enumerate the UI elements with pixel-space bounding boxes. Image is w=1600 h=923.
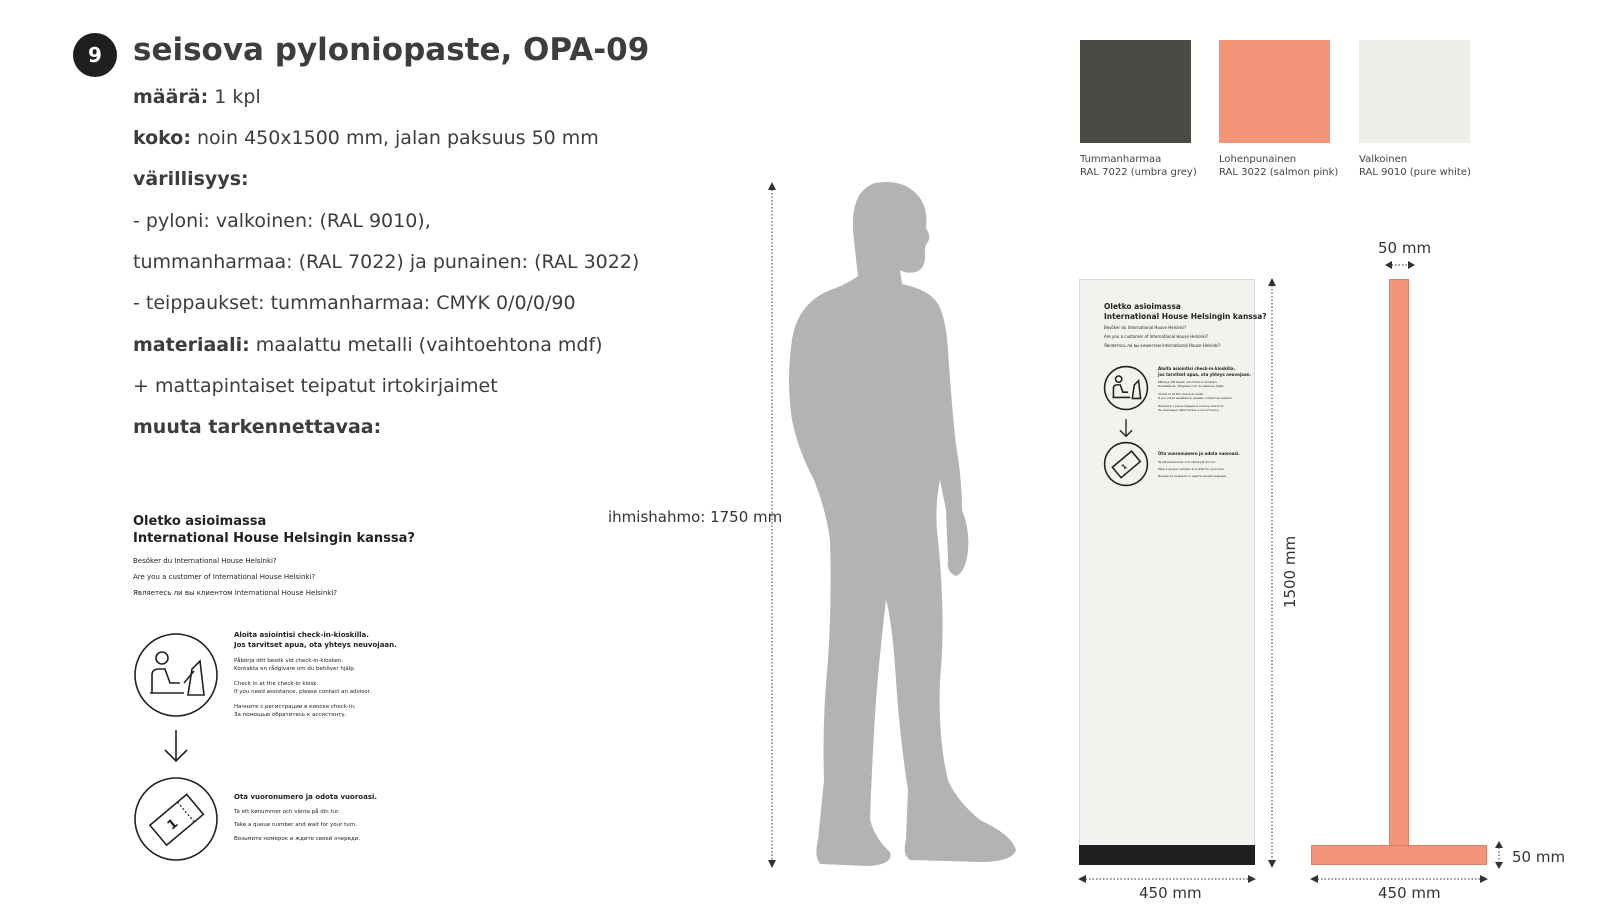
swatch-label-pure-white: Valkoinen RAL 9010 (pure white) xyxy=(1359,154,1471,178)
ticket-icon xyxy=(132,775,220,863)
step2-ru: Возьмите номерок и ждите своей очереди. xyxy=(234,836,361,842)
sign-sub-sv: Besöker du International House Helsinki? xyxy=(133,557,277,565)
kiosk-icon xyxy=(132,631,220,719)
mini-step2-en: Take a queue number and wait for your turn. xyxy=(1158,467,1226,471)
swatch-label-umbra-grey: Tummanharmaa RAL 7022 (umbra grey) xyxy=(1080,154,1197,178)
mini-sub-ru: Являетесь ли вы клиентом International House Helsinki? xyxy=(1104,343,1221,348)
foot-width-label: 450 mm xyxy=(1378,884,1441,902)
spec-line-other: muuta tarkennettavaa: xyxy=(133,416,382,438)
pylon-height-label: 1500 mm xyxy=(1281,535,1299,609)
post-thickness-label: 50 mm xyxy=(1378,239,1432,257)
mini-step1-en: Check in at the check-in kiosk. If you need assistance, please contact an advisor. xyxy=(1158,392,1233,400)
step1-en: Check in at the check-in kiosk. If you need assistance, please contact an advisor. xyxy=(234,681,372,695)
swatch-pure-white xyxy=(1359,40,1470,143)
mini-step1-ru: Начните с регистрации в киоске check-in. За помощью обратитесь к ассистенту. xyxy=(1158,404,1225,412)
step1-title: Aloita asiointisi check-in-kioskilla. Jos tarvitset apua, ota yhteys neuvojaan. xyxy=(234,631,397,649)
arrow-down-icon xyxy=(162,728,190,764)
mini-step1-title: Aloita asiointisi check-in-kioskilla. Jos tarvitset apua, ota yhteys neuvojaan. xyxy=(1158,366,1252,377)
mini-kiosk-icon xyxy=(1103,365,1149,411)
step2-sv: Ta ett kønummer och vänta på din tur. xyxy=(234,809,340,815)
sign-sub-ru: Являетесь ли вы клиентом International House Helsinki? xyxy=(133,589,338,597)
mini-ticket-icon xyxy=(1103,441,1149,487)
mini-sub-sv: Besöker du International House Helsinki? xyxy=(1104,325,1187,330)
step2-title: Ota vuoronumero ja odota vuoroasi. xyxy=(234,793,378,801)
post-thickness-dimension-line xyxy=(1384,259,1416,271)
mini-step2-title: Ota vuoronumero ja odota vuoroasi. xyxy=(1158,451,1240,456)
step1-sv: Påbörja ditt besök vid check-in-kiosken. Kontakta en rådgivare om du behöver hjälp. xyxy=(234,658,356,672)
mini-ticket-number: 1 xyxy=(1119,462,1129,472)
spec-line-size: koko: noin 450x1500 mm, jalan paksuus 50 mm xyxy=(133,127,599,149)
spec-line-quantity: määrä: 1 kpl xyxy=(133,86,261,108)
pylon-side-post xyxy=(1389,279,1409,846)
human-height-label: ihmishahmo: 1750 mm xyxy=(608,508,783,526)
human-silhouette xyxy=(780,180,1030,870)
step1-ru: Начните с регистрации в киоске check-in. За помощью обратитесь к ассистенту. xyxy=(234,704,356,718)
spec-line-pylon-color-2: tummanharmaa: (RAL 7022) ja punainen: (RAL 3022) xyxy=(133,251,640,273)
mini-step2-sv: Ta ett kønummer och vänta på din tur. xyxy=(1158,460,1216,464)
pylon-side-foot xyxy=(1311,845,1487,865)
foot-thickness-dimension-line xyxy=(1493,840,1505,870)
page-title: seisova pyloniopaste, OPA-09 xyxy=(133,32,650,68)
foot-thickness-label: 50 mm xyxy=(1512,848,1566,866)
spec-line-material: materiaali: maalattu metalli (vaihtoehtona mdf) xyxy=(133,334,603,356)
spec-line-tape-color: - teippaukset: tummanharmaa: CMYK 0/0/0/90 xyxy=(133,292,576,314)
swatch-salmon-pink xyxy=(1219,40,1330,143)
sign-heading: Oletko asioimassa International House Helsingin kanssa? xyxy=(133,514,415,546)
spec-line-letters: + mattapintaiset teipatut irtokirjaimet xyxy=(133,375,498,397)
mini-sub-en: Are you a customer of International House Helsinki? xyxy=(1104,334,1209,339)
section-number-badge: 9 xyxy=(73,33,117,77)
spec-line-pylon-color: - pyloni: valkoinen: (RAL 9010), xyxy=(133,210,431,232)
sign-sub-en: Are you a customer of International House Helsinki? xyxy=(133,573,316,581)
ticket-number: 1 xyxy=(164,816,182,834)
mini-sign-heading: Oletko asioimassa International House Helsingin kanssa? xyxy=(1104,302,1267,321)
pylon-height-dimension-line xyxy=(1264,276,1280,870)
swatch-label-salmon-pink: Lohenpunainen RAL 3022 (salmon pink) xyxy=(1219,154,1339,178)
mini-step2-ru: Возьмите номерок и ждите своей очереди. xyxy=(1158,474,1227,478)
pylon-width-label: 450 mm xyxy=(1139,884,1202,902)
mini-step1-sv: Påbörja ditt besök vid check-in-kiosken. Kontakta en rådgivare om du behöver hjälp. xyxy=(1158,380,1225,388)
pylon-front-base xyxy=(1079,845,1255,865)
spec-line-colors: värillisyys: xyxy=(133,168,249,190)
step2-en: Take a queue number and wait for your turn. xyxy=(234,822,358,828)
swatch-umbra-grey xyxy=(1080,40,1191,143)
mini-arrow-down-icon xyxy=(1118,418,1134,438)
